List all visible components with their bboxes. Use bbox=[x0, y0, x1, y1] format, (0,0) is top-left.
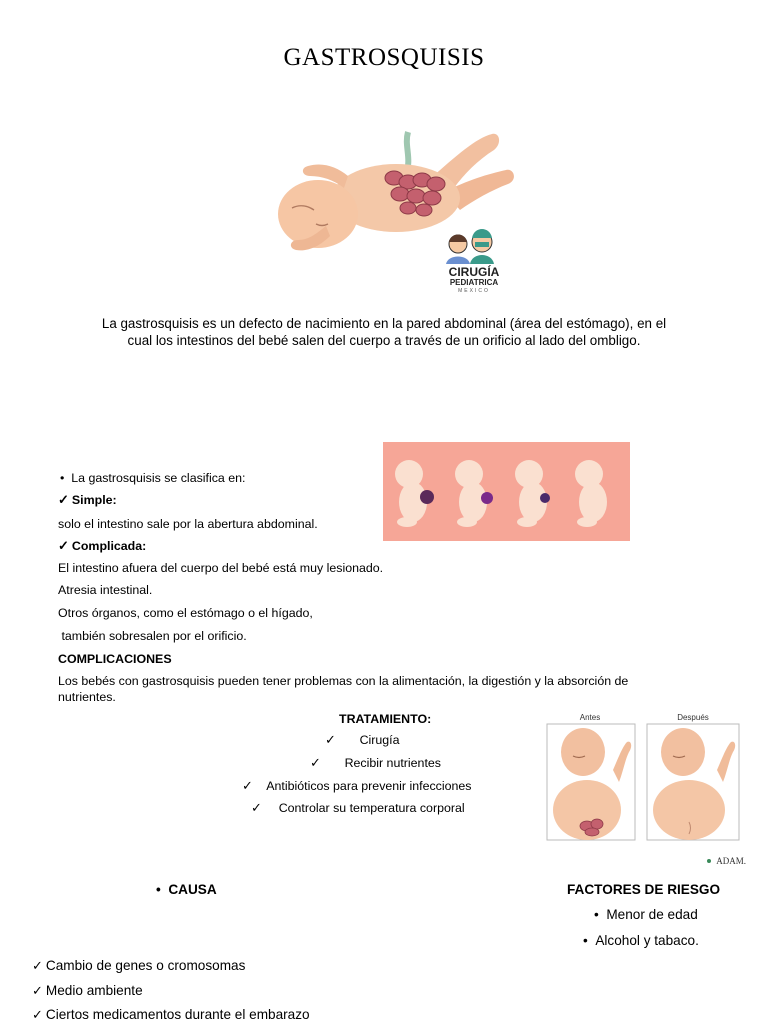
check-icon: ✓ bbox=[325, 732, 336, 747]
check-icon: ✓ bbox=[58, 538, 69, 553]
complicada-label: Complicada: bbox=[71, 539, 147, 553]
logo-line1: CIRUGÍA bbox=[448, 265, 500, 279]
bullet-icon: • bbox=[583, 933, 588, 948]
causa-item bbox=[32, 1007, 310, 1023]
check-icon: ✓ bbox=[251, 800, 262, 815]
complicada-line: también sobresalen por el orificio. bbox=[58, 629, 247, 643]
fetus-stages-drawing bbox=[383, 442, 630, 541]
classification-bullet bbox=[60, 470, 245, 486]
complicaciones-heading: COMPLICACIONES bbox=[58, 652, 172, 666]
simple-description: solo el intestino sale por la abertura abdominal. bbox=[58, 517, 318, 531]
tratamiento-item bbox=[242, 778, 471, 794]
simple-label: Simple: bbox=[71, 493, 117, 507]
complicada-line: El intestino afuera del cuerpo del bebé está muy lesionado. bbox=[58, 561, 384, 575]
label-before: Antes bbox=[579, 713, 601, 722]
page-title: GASTROSQUISIS bbox=[283, 44, 485, 71]
tratamiento-item-text: Controlar su temperatura corporal bbox=[278, 801, 465, 815]
adam-logo-icon bbox=[707, 859, 711, 863]
factores-item-text: Alcohol y tabaco. bbox=[595, 933, 699, 948]
complicada-line: Otros órganos, como el estómago o el hígado, bbox=[58, 606, 313, 620]
tratamiento-item bbox=[325, 732, 400, 748]
causa-item bbox=[32, 958, 245, 974]
factores-heading: FACTORES DE RIESGO bbox=[567, 882, 721, 897]
logo-line2: PEDIATRICA bbox=[449, 278, 499, 287]
causa-heading-text: CAUSA bbox=[168, 882, 217, 897]
intro-paragraph: La gastrosquisis es un defecto de nacimiento en la pared abdominal (área del estómago), en el cual los intestinos del bebé salen del cuerpo a través de un orificio al lado del ombligo. bbox=[101, 316, 667, 348]
tratamiento-item-text: Antibióticos para prevenir infecciones bbox=[266, 779, 472, 793]
factores-item-text: Menor de edad bbox=[606, 907, 698, 922]
complicaciones-text-line2: nutrientes. bbox=[58, 690, 116, 704]
check-icon: ✓ bbox=[32, 983, 43, 998]
classification-text: La gastrosquisis se clasifica en: bbox=[71, 471, 246, 485]
complicada-line: Atresia intestinal. bbox=[58, 583, 153, 597]
causa-item-text: Medio ambiente bbox=[45, 983, 143, 998]
baby-illustration bbox=[256, 96, 538, 294]
factores-item bbox=[583, 933, 699, 949]
check-icon: ✓ bbox=[310, 755, 321, 770]
causa-item-text: Ciertos medicamentos durante el embarazo bbox=[45, 1007, 310, 1022]
complicada-item bbox=[58, 538, 146, 554]
logo-line3: MEXICO bbox=[458, 288, 490, 294]
causa-item bbox=[32, 983, 143, 999]
complicaciones-text-line1: Los bebés con gastrosquisis pueden tener problemas con la alimentación, la digestión y la absorción de bbox=[58, 674, 629, 688]
tratamiento-item bbox=[310, 755, 441, 771]
before-after-drawing bbox=[543, 710, 748, 870]
tratamiento-item bbox=[251, 800, 465, 816]
baby-gastroschisis-drawing bbox=[256, 96, 538, 294]
causa-heading bbox=[156, 882, 217, 898]
check-icon: ✓ bbox=[32, 1007, 43, 1022]
tratamiento-heading: TRATAMIENTO: bbox=[339, 712, 432, 726]
bullet-icon: • bbox=[60, 471, 65, 485]
check-icon: ✓ bbox=[58, 492, 69, 507]
bullet-icon: • bbox=[156, 882, 161, 897]
label-after: Después bbox=[677, 713, 709, 722]
causa-item-text: Cambio de genes o cromosomas bbox=[45, 958, 246, 973]
simple-item bbox=[58, 492, 117, 508]
factores-item bbox=[594, 907, 698, 923]
fetus-illustration bbox=[383, 442, 630, 541]
before-after-illustration bbox=[543, 710, 748, 870]
tratamiento-item-text: Cirugía bbox=[359, 733, 400, 747]
tratamiento-item-text: Recibir nutrientes bbox=[344, 756, 441, 770]
check-icon: ✓ bbox=[242, 778, 253, 793]
bullet-icon: • bbox=[594, 907, 599, 922]
check-icon: ✓ bbox=[32, 958, 43, 973]
adam-credit: ADAM. bbox=[716, 856, 746, 866]
